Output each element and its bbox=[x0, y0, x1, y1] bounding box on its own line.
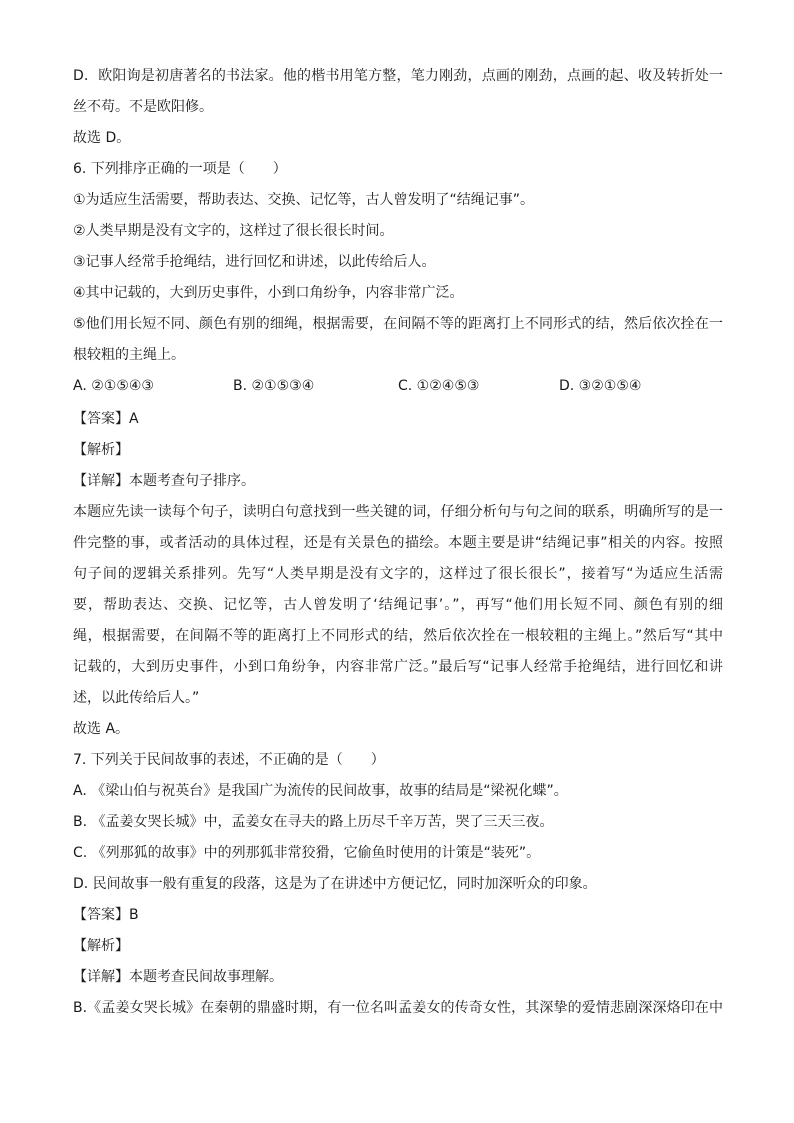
q6-stem: 6. 下列排序正确的一项是（ ） bbox=[73, 161, 287, 177]
q7-option-a: A. 《梁山伯与祝英台》是我国广为流传的民间故事，故事的结局是“梁祝化蝶”。 bbox=[73, 783, 568, 799]
q6-sentence-1: ①为适应生活需要，帮助表达、交换、记忆等，古人曾发明了“结绳记事”。 bbox=[73, 192, 535, 208]
q6-sentence-3: ③记事人经常手抢绳结，进行回忆和讲述，以此传给后人。 bbox=[73, 254, 436, 270]
q7-analysis-heading: 【解析】 bbox=[73, 938, 129, 954]
q6-detail-line-4: 要，帮助表达、交换、记忆等，古人曾发明了‘结绳记事’。”，再写“他们用长短不同、颜色有别的细 bbox=[73, 597, 723, 613]
q6-answer: 【答案】A bbox=[73, 411, 139, 427]
q6-detail-line-2: 件完整的事，或者活动的具体过程，还是有关景色的描绘。本题主要是讲“结绳记事”相关的内容。按照 bbox=[73, 535, 723, 551]
q6-sentence-4: ④其中记载的，大到历史事件，小到口角纷争，内容非常广泛。 bbox=[73, 285, 464, 301]
q6-option-a: A. ②①⑤④③ bbox=[73, 378, 154, 394]
q6-option-d: D. ③②①⑤④ bbox=[559, 378, 642, 394]
q7-option-c: C. 《列那狐的故事》中的列那狐非常狡猾，它偷鱼时使用的计策是“装死”。 bbox=[73, 845, 541, 861]
q6-option-c: C. ①②④⑤③ bbox=[398, 378, 480, 394]
q6-detail-line-6: 记载的，大到历史事件，小到口角纷争，内容非常广泛。”最后写“记事人经常手抢绳结，进行回忆和讲 bbox=[73, 659, 723, 675]
q6-sentence-5-line-2: 根较粗的主绳上。 bbox=[73, 347, 185, 363]
q6-sentence-2: ②人类早期是没有文字的，这样过了很长很长时间。 bbox=[73, 223, 394, 239]
q7-answer: 【答案】B bbox=[73, 907, 139, 923]
q7-detail-line-1: B.《孟姜女哭长城》在秦朝的鼎盛时期，有一位名叫孟姜女的传奇女性，其深挚的爱情悲剧深深烙印在中 bbox=[73, 1000, 723, 1016]
q6-options bbox=[73, 376, 723, 396]
q6-option-b: B. ②①⑤③④ bbox=[233, 378, 315, 394]
q5-explanation-line-1: D．欧阳询是初唐著名的书法家。他的楷书用笔方整，笔力刚劲，点画的刚劲，点画的起、收及转折处一 bbox=[73, 68, 723, 84]
q6-detail-line-3: 句子间的逻辑关系排列。先写“人类早期是没有文字的，这样过了很长很长”，接着写“为适应生活需 bbox=[73, 566, 723, 582]
q6-conclusion: 故选 A。 bbox=[73, 721, 130, 737]
q6-detail-line-5: 绳，根据需要，在间隔不等的距离打上不同形式的结，然后依次拴在一根较粗的主绳上。”然后写“其中 bbox=[73, 628, 723, 644]
q6-sentence-5-line-1: ⑤他们用长短不同、颜色有别的细绳，根据需要，在间隔不等的距离打上不同形式的结，然后依次拴在一 bbox=[73, 316, 723, 332]
q5-explanation-line-2: 丝不苟。不是欧阳修。 bbox=[73, 99, 213, 115]
q7-option-b: B. 《孟姜女哭长城》中，孟姜女在寻夫的路上历尽千辛万苦，哭了三天三夜。 bbox=[73, 814, 554, 830]
q7-stem: 7. 下列关于民间故事的表述，不正确的是（ ） bbox=[73, 752, 385, 768]
q6-analysis-heading: 【解析】 bbox=[73, 442, 129, 458]
q5-conclusion: 故选 D。 bbox=[73, 130, 131, 146]
q7-detail-heading: 【详解】本题考查民间故事理解。 bbox=[73, 969, 283, 985]
q6-detail-line-1: 本题应先读一读每个句子，读明白句意找到一些关键的词，仔细分析句与句之间的联系，明确所写的是一 bbox=[73, 504, 723, 520]
q6-detail-heading: 【详解】本题考查句子排序。 bbox=[73, 473, 255, 489]
q6-detail-line-7: 述，以此传给后人。” bbox=[73, 690, 200, 706]
q7-option-d: D. 民间故事一般有重复的段落，这是为了在讲述中方便记忆，同时加深听众的印象。 bbox=[73, 876, 597, 892]
